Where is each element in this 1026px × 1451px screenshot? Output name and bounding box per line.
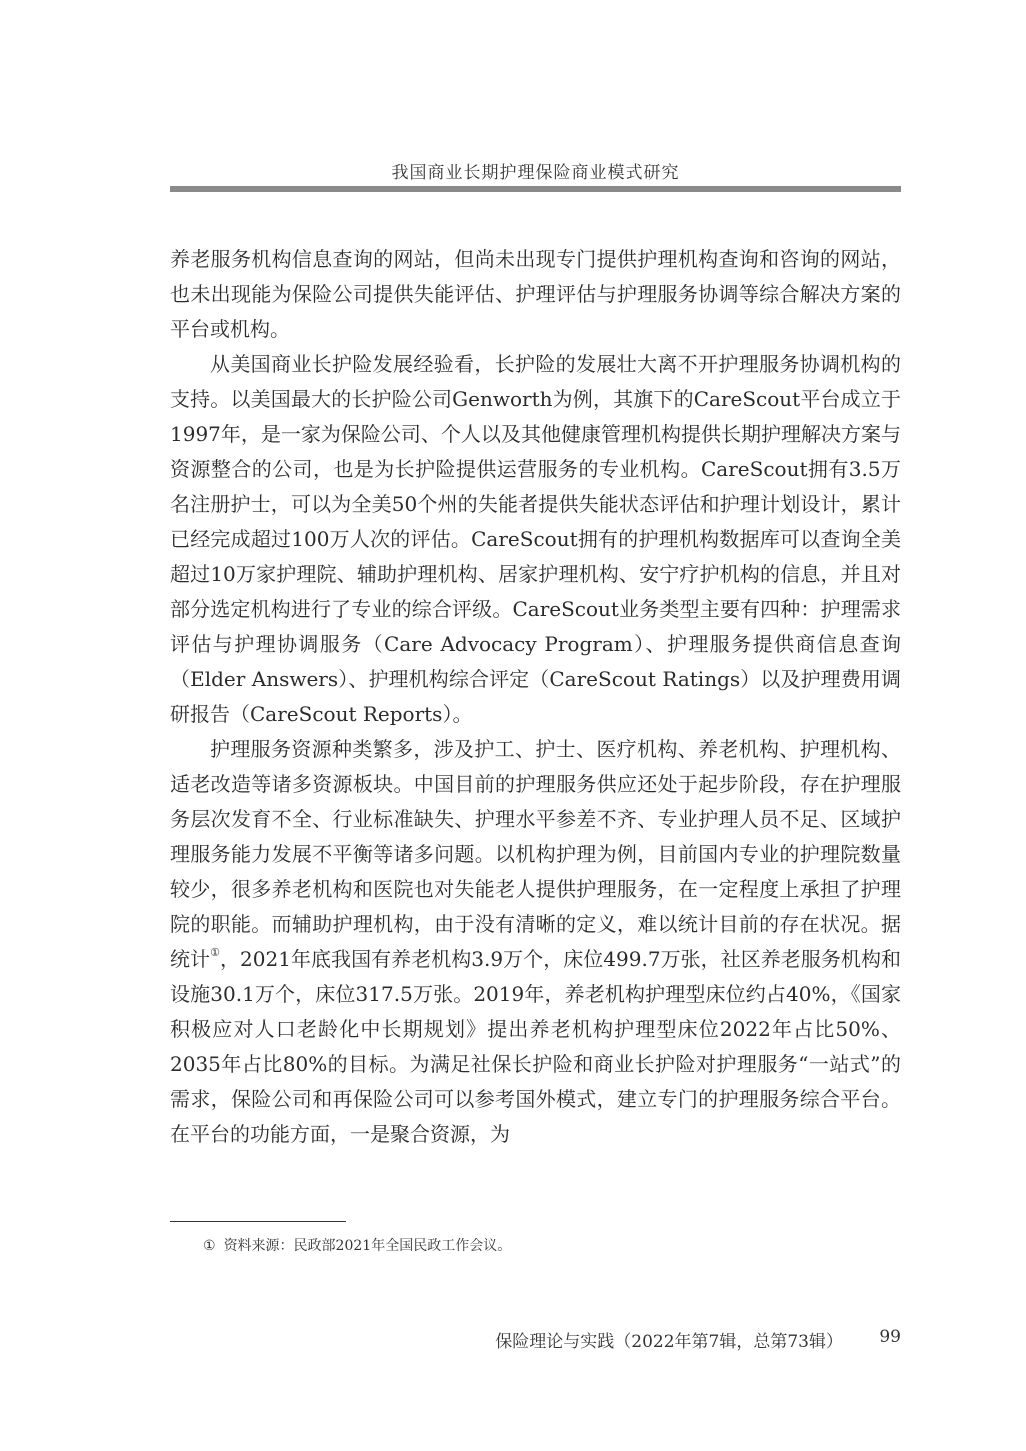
paragraph-3 <box>170 732 901 1152</box>
header-rule <box>170 186 901 192</box>
paragraph-2: 从美国商业长护险发展经验看，长护险的发展壮大离不开护理服务协调机构的支持。以美国最大的长护险公司Genworth为例，其旗下的CareScout平台成立于1997年，是一家为保险公司、个人以及其他健康管理机构提供长期护理解决方案与资源整合的公司，也是为长护险提供运营服务的专业机构。CareScout拥有3.5万名注册护士，可以为全美50个州的失能者提供失能状态评估和护理计划设计，累计已经完成超过100万人次的评估。CareScout拥有的护理机构数据库可以查询全美超过10万家护理院、辅助护理机构、居家护理机构、安宁疗护机构的信息，并且对部分选定机构进行了专业的综合评级。CareScout业务类型主要有四种：护理需求评估与护理协调服务（Care Advocacy Program）、护理服务提供商信息查询（Elder Answers）、护理机构综合评定（CareScout Ratings）以及护理费用调研报告（CareScout Reports）。 <box>170 352 901 726</box>
footnote-reference[interactable]: ① <box>210 946 220 959</box>
footnote-rule <box>170 1221 346 1222</box>
footnote-text: 资料来源：民政部2021年全国民政工作会议。 <box>223 1238 512 1254</box>
body-text <box>170 242 901 1152</box>
journal-title: 保险理论与实践（2022年第7辑，总第73辑） <box>495 1332 843 1352</box>
paragraph-3-part-2: ，2021年底我国有养老机构3.9万个，床位499.7万张，社区养老服务机构和设施30.1万个，床位317.5万张。2019年，养老机构护理型床位约占40%，《国家积极应对人口老龄化中长期规划》提出养老机构护理型床位2022年占比50%、2035年占比80%的目标。为满足社保长护险和商业长护险对护理服务“一站式”的需求，保险公司和再保险公司可以参考国外模式，建立专门的护理服务综合平台。在平台的功能方面，一是聚合资源，为 <box>170 947 901 1146</box>
footnote <box>203 1236 511 1256</box>
paragraph-3-part-1: 护理服务资源种类繁多，涉及护工、护士、医疗机构、养老机构、护理机构、适老改造等诸多资源板块。中国目前的护理服务供应还处于起步阶段，存在护理服务层次发育不全、行业标准缺失、护理水平参差不齐、专业护理人员不足、区域护理服务能力发展不平衡等诸多问题。以机构护理为例，目前国内专业的护理院数量较少，很多养老机构和医院也对失能老人提供护理服务，在一定程度上承担了护理院的职能。而辅助护理机构，由于没有清晰的定义，难以统计目前的存在状况。据统计 <box>170 737 901 971</box>
footnote-mark: ① <box>203 1238 216 1254</box>
page-number: 99 <box>879 1327 901 1347</box>
paragraph-1: 养老服务机构信息查询的网站，但尚未出现专门提供护理机构查询和咨询的网站，也未出现能为保险公司提供失能评估、护理评估与护理服务协调等综合解决方案的平台或机构。 <box>170 247 901 341</box>
running-title: 我国商业长期护理保险商业模式研究 <box>391 163 680 183</box>
